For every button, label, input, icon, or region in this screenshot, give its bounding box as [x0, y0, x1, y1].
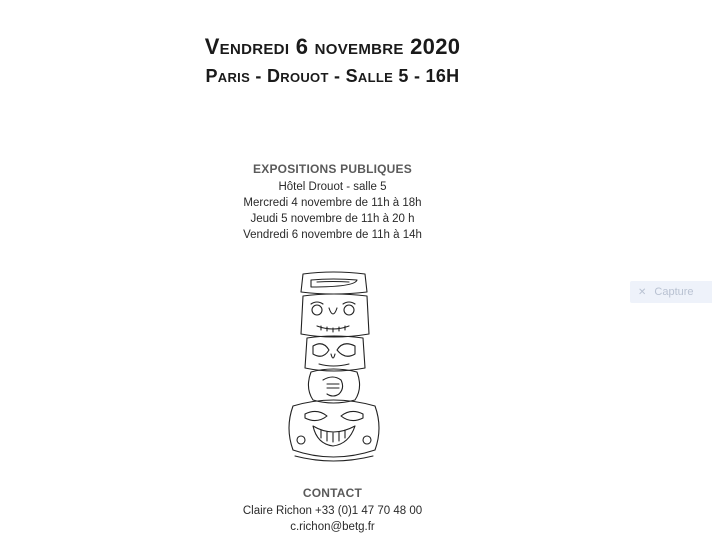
event-date-title: Vendredi 6 novembre 2020: [204, 34, 461, 59]
contact-email[interactable]: c.richon@betg.fr: [290, 521, 375, 533]
expositions-heading: EXPOSITIONS PUBLIQUES: [253, 162, 412, 176]
exposition-line: Hôtel Drouot - salle 5: [278, 181, 387, 193]
exposition-line: Mercredi 4 novembre de 11h à 18h: [243, 197, 422, 209]
event-location-title: Paris - Drouot - Salle 5 - 16H: [205, 66, 460, 86]
totem-illustration: [283, 268, 383, 468]
exposition-line: Jeudi 5 novembre de 11h à 20 h: [250, 213, 415, 225]
capture-button[interactable]: [630, 281, 712, 303]
exposition-line: Vendredi 6 novembre de 11h à 14h: [243, 229, 422, 241]
capture-icon: ✕: [638, 286, 647, 298]
capture-label: Capture: [654, 286, 694, 298]
contact-name-phone: Claire Richon +33 (0)1 47 70 48 00: [242, 505, 423, 517]
contact-heading: CONTACT: [302, 486, 363, 500]
